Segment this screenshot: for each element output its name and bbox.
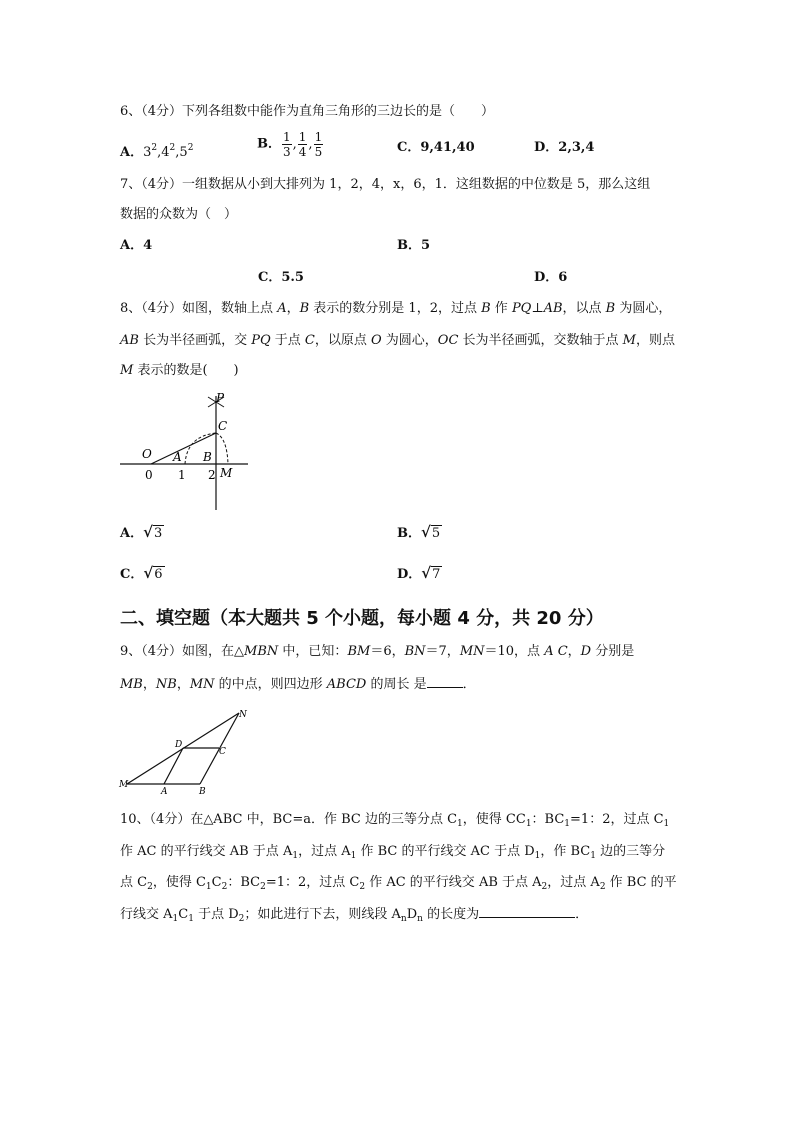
q9-answer-blank bbox=[427, 687, 463, 688]
q7-option-a: A．4 bbox=[120, 238, 153, 253]
label-m: M bbox=[119, 780, 129, 790]
tick-1: 1 bbox=[178, 468, 186, 482]
label-c: C bbox=[219, 747, 226, 757]
q10-line2: 作 AC 的平行线交 AB 于点 $A_1$，过点 $A_1$ 作 BC 的平行线交 AC 于点 $D_1$，作 $BC_1$ 边的三等分 bbox=[120, 844, 666, 861]
q10-answer-blank bbox=[479, 917, 575, 918]
q9-line2: MB，NB，MN 的中点，则四边形 ABCD 的周长 是 ． bbox=[120, 677, 476, 692]
q10-line1: 10、（4分）在△ABC 中，BC=a．作 BC 边的三等分点 $C_1$，使得 $CC_1$：$BC_1=1$：2，过点 $C_1$ bbox=[120, 812, 670, 829]
q10-line4: 行线交 $A_1C_1$ 于点 $D_2$；如此进行下去，则线段 $A_nD_n$ 的长度为 ． bbox=[120, 907, 589, 924]
q6-option-a: A．$3^2,4^2,5^2$ bbox=[120, 143, 194, 160]
label-m: M bbox=[220, 466, 233, 480]
q9-triangle-figure bbox=[115, 706, 255, 796]
q7-option-b: B．5 bbox=[397, 238, 431, 253]
arc-cm bbox=[216, 433, 228, 464]
q8-line1: 8、（4分）如图，数轴上点 A，B 表示的数分别是 1，2，过点 B 作 PQ⊥AB，以点 B 为圆心， bbox=[120, 301, 672, 316]
label-d: D bbox=[175, 740, 183, 750]
q6-option-d: D．2,3,4 bbox=[534, 140, 595, 155]
label-b: B bbox=[199, 787, 206, 796]
q6-stem: 6、（4分）下列各组数中能作为直角三角形的三边长的是（ ） bbox=[120, 104, 495, 119]
tick-2: 2 bbox=[208, 468, 216, 482]
section-heading: 二、填空题（本大题共 5 个小题，每小题 4 分，共 20 分） bbox=[120, 608, 604, 629]
q8-line3: M 表示的数是( ) bbox=[120, 363, 239, 378]
tick-0: 0 bbox=[145, 468, 153, 482]
q6-option-c: C．9,41,40 bbox=[397, 140, 475, 155]
label-o: O bbox=[142, 447, 152, 461]
q8-line2: AB 长为半径画弧，交 PQ 于点 C，以原点 O 为圆心，OC 长为半径画弧，交数轴于点 M，则点 bbox=[120, 333, 675, 348]
label-c: C bbox=[218, 419, 228, 433]
q8-option-a: A．√3 bbox=[120, 523, 163, 541]
label-a: A bbox=[161, 787, 168, 796]
label-n: N bbox=[239, 710, 247, 720]
label-p: P bbox=[216, 391, 225, 405]
label-a: A bbox=[173, 450, 182, 464]
q9-line1: 9、（4分）如图，在△MBN 中，已知：BM＝6，BN＝7，MN＝10，点 A C，D 分别是 bbox=[120, 644, 635, 659]
q7-option-d: D．6 bbox=[534, 270, 568, 285]
q8-number-line-figure bbox=[115, 388, 255, 513]
q8-option-d: D．√7 bbox=[397, 564, 441, 582]
q8-option-c: C．√6 bbox=[120, 564, 163, 582]
q7-option-c: C．5.5 bbox=[258, 270, 304, 285]
q8-option-b: B．√5 bbox=[397, 523, 441, 541]
label-b: B bbox=[203, 450, 212, 464]
q10-line3: 点 $C_2$，使得 $C_1C_2$：$BC_2=1$：2，过点 $C_2$ 作 AC 的平行线交 AB 于点 $A_2$，过点 $A_2$ 作 BC 的平 bbox=[120, 875, 677, 892]
q6-option-b: B． $\frac{1}{3}$ , $\frac{1}{4}$ , $\frac{1}{5}$ bbox=[257, 130, 323, 159]
q7-line2: 数据的众数为（ ） bbox=[120, 207, 238, 222]
q7-line1: 7、（4分）一组数据从小到大排列为 1，2，4，x，6，1．这组数据的中位数是 5，那么这组 bbox=[120, 177, 651, 192]
segment-da bbox=[164, 748, 183, 784]
